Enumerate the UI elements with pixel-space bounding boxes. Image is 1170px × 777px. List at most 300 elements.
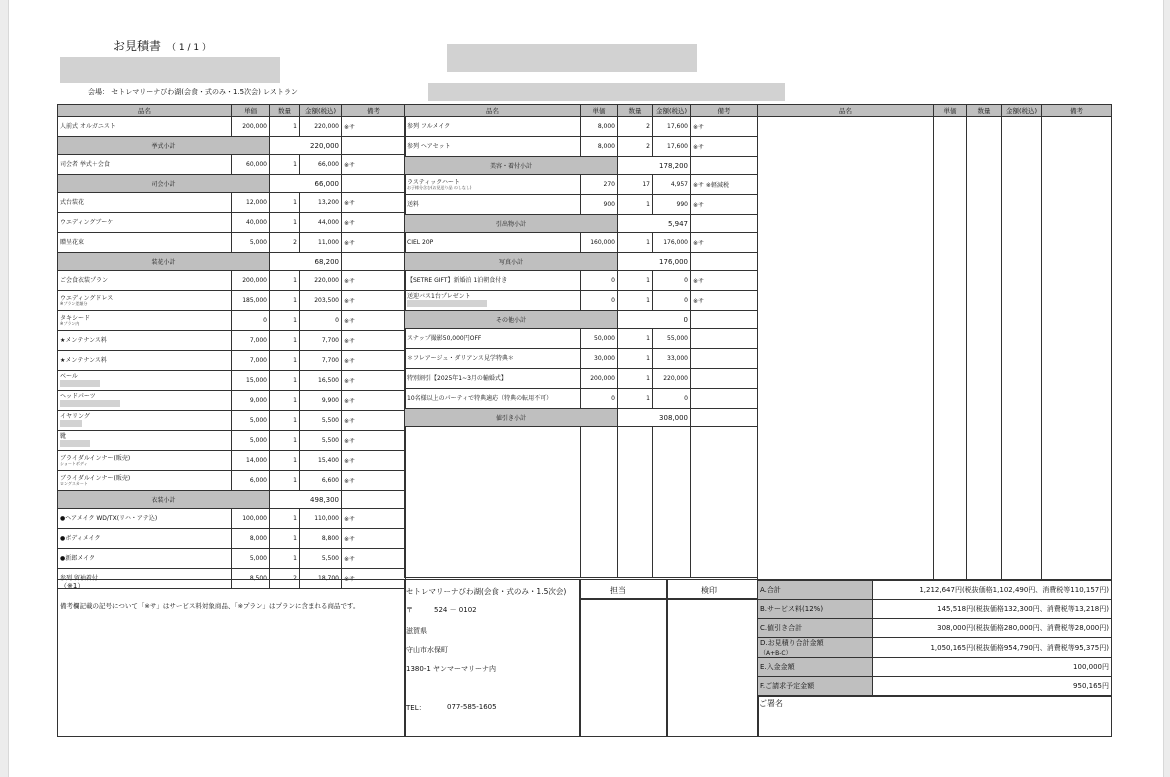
item-qty: 17 bbox=[618, 175, 653, 195]
item-amount: 11,000 bbox=[300, 233, 342, 253]
item-note bbox=[691, 329, 758, 349]
subtotal-label: 美容・着付小計 bbox=[405, 157, 618, 175]
item-price: 0 bbox=[581, 389, 618, 409]
item-name-cell bbox=[405, 195, 581, 215]
item-name-cell bbox=[58, 411, 232, 431]
item-qty: 1 bbox=[618, 233, 653, 253]
col-header-amount: 金額(税込) bbox=[1002, 105, 1042, 117]
item-note: ※サ bbox=[342, 569, 406, 589]
item-amount: 220,000 bbox=[653, 369, 691, 389]
item-amount: 220,000 bbox=[300, 117, 342, 137]
line-item-row bbox=[58, 233, 406, 253]
line-item-row bbox=[58, 411, 406, 431]
item-price: 200,000 bbox=[232, 117, 270, 137]
item-name: ●ヘアメイク WD/TX(リハ・アテ込) bbox=[60, 514, 158, 522]
subtotal-label: 装花小計 bbox=[58, 253, 270, 271]
item-amount: 17,600 bbox=[653, 117, 691, 137]
summary-label-sub: （A+B-C） bbox=[760, 650, 792, 657]
item-name-cell bbox=[405, 389, 581, 409]
item-note: ※サ bbox=[342, 213, 406, 233]
subtotal-label: 衣装小計 bbox=[58, 491, 270, 509]
item-price: 200,000 bbox=[581, 369, 618, 389]
item-name-cell bbox=[58, 331, 232, 351]
line-item-row bbox=[58, 291, 406, 311]
item-price: 7,000 bbox=[232, 351, 270, 371]
summary-value: 950,165円 bbox=[873, 677, 1112, 696]
item-name: イヤリング bbox=[60, 413, 90, 420]
line-item-row bbox=[58, 117, 406, 137]
summary-label-text: F.ご請求予定金額 bbox=[760, 682, 815, 690]
item-name: ★メンテナンス料 bbox=[60, 356, 107, 364]
item-name-cell bbox=[405, 117, 581, 137]
line-item-row bbox=[58, 213, 406, 233]
subtotal-value: 498,300 bbox=[270, 491, 342, 509]
item-note: ※サ bbox=[342, 529, 406, 549]
subtotal-label: 写真小計 bbox=[405, 253, 618, 271]
subtotal-note bbox=[691, 409, 758, 427]
subtotal-label: 司会小計 bbox=[58, 175, 270, 193]
col-header-price: 単価 bbox=[934, 105, 967, 117]
item-price: 0 bbox=[232, 311, 270, 331]
estimate-table-3 bbox=[757, 104, 1112, 580]
col-header-amount: 金額(税込) bbox=[300, 105, 342, 117]
item-amount: 17,600 bbox=[653, 137, 691, 157]
item-subnote: ショートボディ bbox=[60, 460, 88, 466]
item-qty: 1 bbox=[270, 471, 300, 491]
item-price: 9,000 bbox=[232, 391, 270, 411]
redacted-text bbox=[60, 380, 100, 387]
item-name-cell bbox=[405, 233, 581, 253]
document-title: お見積書 （ 1 / 1 ） bbox=[113, 39, 211, 53]
item-qty: 1 bbox=[618, 369, 653, 389]
item-price: 60,000 bbox=[232, 155, 270, 175]
empty-cell bbox=[691, 427, 758, 578]
tel-number: 077-585-1605 bbox=[447, 703, 497, 711]
item-note: ※サ bbox=[342, 451, 406, 471]
item-note: ※サ bbox=[342, 509, 406, 529]
item-amount: 4,957 bbox=[653, 175, 691, 195]
summary-label bbox=[758, 581, 873, 600]
item-amount: 7,700 bbox=[300, 351, 342, 371]
item-qty: 1 bbox=[618, 329, 653, 349]
item-name: ブライダルインナー(販売) bbox=[60, 474, 131, 482]
item-price: 6,000 bbox=[232, 471, 270, 491]
subtotal-row bbox=[405, 215, 758, 233]
item-name: 参列 留袖着付 bbox=[60, 574, 98, 582]
item-note: ※サ bbox=[342, 117, 406, 137]
line-item-row bbox=[58, 471, 406, 491]
summary-label-text: D.お見積り合計金額 bbox=[760, 639, 824, 647]
item-name: 10名様以上のパーティで特典適応（特典の転用不可） bbox=[407, 394, 553, 402]
line-item-row bbox=[405, 291, 758, 311]
item-amount: 55,000 bbox=[653, 329, 691, 349]
subtotal-note bbox=[691, 253, 758, 271]
item-amount: 203,500 bbox=[300, 291, 342, 311]
item-price: 15,000 bbox=[232, 371, 270, 391]
kenin-stamp-area bbox=[666, 598, 759, 737]
item-qty: 1 bbox=[270, 431, 300, 451]
item-name: タキシード bbox=[60, 314, 90, 322]
line-item-row bbox=[58, 451, 406, 471]
summary-row bbox=[758, 638, 1112, 658]
subtotal-value: 68,200 bbox=[270, 253, 342, 271]
item-name: 送迎バス1台プレゼント bbox=[407, 293, 471, 300]
item-qty: 1 bbox=[618, 349, 653, 369]
item-qty: 1 bbox=[270, 271, 300, 291]
item-price: 8,000 bbox=[581, 117, 618, 137]
item-name-cell bbox=[58, 213, 232, 233]
item-qty: 2 bbox=[618, 137, 653, 157]
item-name-cell bbox=[58, 549, 232, 569]
item-name-cell bbox=[405, 349, 581, 369]
summary-value: 308,000円(税抜価格280,000円、消費税等28,000円) bbox=[873, 619, 1112, 638]
item-name-cell bbox=[58, 351, 232, 371]
signature-box bbox=[757, 696, 1112, 737]
item-amount: 5,500 bbox=[300, 431, 342, 451]
item-note: ※サ bbox=[342, 351, 406, 371]
summary-table bbox=[757, 580, 1112, 696]
subtotal-label: 値引き小計 bbox=[405, 409, 618, 427]
col-header-qty: 数量 bbox=[270, 105, 300, 117]
item-note: ※サ bbox=[691, 271, 758, 291]
subtotal-row bbox=[58, 175, 406, 193]
item-qty: 1 bbox=[618, 271, 653, 291]
item-note: ※サ bbox=[342, 233, 406, 253]
item-note: ※サ bbox=[342, 155, 406, 175]
col-header-note: 備考 bbox=[691, 105, 758, 117]
line-item-row bbox=[405, 117, 758, 137]
item-qty: 2 bbox=[270, 233, 300, 253]
col-header-price: 単価 bbox=[581, 105, 618, 117]
col-header-qty: 数量 bbox=[967, 105, 1002, 117]
item-qty: 1 bbox=[270, 549, 300, 569]
summary-value: 1,212,647円(税抜価格1,102,490円、消費税等110,157円) bbox=[873, 581, 1112, 600]
line-item-row bbox=[58, 155, 406, 175]
venue-line: 会場： セトレマリーナびわ湖(会食・式のみ・1.5次会) レストラン bbox=[88, 88, 298, 96]
item-amount: 5,500 bbox=[300, 549, 342, 569]
item-note: ※サ bbox=[342, 371, 406, 391]
item-name: ●新郎メイク bbox=[60, 554, 95, 562]
summary-value: 145,518円(税抜価格132,300円、消費税等13,218円) bbox=[873, 600, 1112, 619]
summary-label bbox=[758, 619, 873, 638]
item-name-cell bbox=[405, 369, 581, 389]
line-item-row bbox=[58, 509, 406, 529]
item-note: ※サ bbox=[342, 411, 406, 431]
item-qty: 1 bbox=[270, 509, 300, 529]
redacted-text bbox=[407, 300, 487, 307]
item-price: 14,000 bbox=[232, 451, 270, 471]
item-note: ※サ bbox=[342, 549, 406, 569]
item-price: 5,000 bbox=[232, 233, 270, 253]
subtotal-note bbox=[342, 175, 406, 193]
subtotal-value: 66,000 bbox=[270, 175, 342, 193]
item-amount: 0 bbox=[653, 271, 691, 291]
item-price: 0 bbox=[581, 291, 618, 311]
item-note: ※サ bbox=[342, 391, 406, 411]
subtotal-value: 5,947 bbox=[618, 215, 691, 233]
item-name: 【SETRE GIFT】新婚泊 1泊朝食付き bbox=[407, 276, 508, 284]
item-name-cell bbox=[58, 451, 232, 471]
line-item-row bbox=[58, 331, 406, 351]
item-name-cell bbox=[58, 509, 232, 529]
item-note: ※サ bbox=[691, 117, 758, 137]
item-name-cell bbox=[58, 391, 232, 411]
item-name: 式台装花 bbox=[60, 198, 85, 206]
subtotal-value: 220,000 bbox=[270, 137, 342, 155]
subtotal-note bbox=[342, 253, 406, 271]
summary-value: 1,050,165円(税抜価格954,790円、消費税等95,375円) bbox=[873, 638, 1112, 658]
subtotal-label: その他小計 bbox=[405, 311, 618, 329]
redacted-block bbox=[60, 57, 280, 83]
line-item-row bbox=[58, 351, 406, 371]
item-qty: 1 bbox=[618, 389, 653, 409]
item-subnote: ※プラン内 bbox=[60, 320, 80, 326]
redacted-block bbox=[428, 83, 785, 101]
item-name-cell bbox=[58, 291, 232, 311]
item-qty: 1 bbox=[270, 291, 300, 311]
item-amount: 33,000 bbox=[653, 349, 691, 369]
item-name-cell bbox=[58, 233, 232, 253]
item-subnote: お子様分含む(お見送り品 のしなし) bbox=[407, 184, 472, 190]
line-item-row bbox=[405, 137, 758, 157]
item-note: ※サ ※軽減税 bbox=[691, 175, 758, 195]
subtotal-note bbox=[342, 137, 406, 155]
item-note: ※サ bbox=[691, 195, 758, 215]
item-name: 特別割引【2025年1~3月の輸婚式】 bbox=[407, 374, 507, 382]
item-amount: 18,700 bbox=[300, 569, 342, 589]
subtotal-row bbox=[405, 253, 758, 271]
item-name-cell bbox=[58, 431, 232, 451]
item-price: 5,000 bbox=[232, 411, 270, 431]
summary-row bbox=[758, 677, 1112, 696]
subtotal-row bbox=[405, 409, 758, 427]
item-price: 5,000 bbox=[232, 431, 270, 451]
line-item-row bbox=[405, 233, 758, 253]
item-name: 司会者 挙式＋会食 bbox=[60, 160, 110, 168]
subtotal-note bbox=[691, 311, 758, 329]
col-header-price: 単価 bbox=[232, 105, 270, 117]
item-name: ご会食衣装プラン bbox=[60, 276, 109, 284]
item-note bbox=[691, 389, 758, 409]
summary-value: 100,000円 bbox=[873, 658, 1112, 677]
empty-row bbox=[405, 427, 758, 578]
city: 守山市水保町 bbox=[406, 646, 448, 654]
item-amount: 5,500 bbox=[300, 411, 342, 431]
item-name-cell bbox=[405, 271, 581, 291]
subtotal-note bbox=[691, 215, 758, 233]
redacted-text bbox=[60, 440, 90, 447]
subtotal-row bbox=[405, 157, 758, 175]
summary-label-text: B.サービス料(12%) bbox=[760, 605, 824, 613]
item-price: 5,000 bbox=[232, 549, 270, 569]
item-qty: 1 bbox=[270, 331, 300, 351]
subtotal-row bbox=[405, 311, 758, 329]
item-amount: 6,600 bbox=[300, 471, 342, 491]
item-name: 送料 bbox=[407, 200, 420, 208]
tanto-label: 担当 bbox=[610, 586, 626, 595]
item-name: ★メンテナンス料 bbox=[60, 336, 107, 344]
item-note: ※サ bbox=[691, 233, 758, 253]
item-amount: 0 bbox=[653, 389, 691, 409]
line-item-row bbox=[405, 389, 758, 409]
item-name: ベール bbox=[60, 373, 78, 380]
summary-label bbox=[758, 638, 873, 658]
item-name: ●ボディメイク bbox=[60, 534, 101, 542]
item-price: 7,000 bbox=[232, 331, 270, 351]
note-text: 備考欄記載の記号について「※サ」はサービス料対象商品、「※プラン」はプランに含まれる商品です。 bbox=[60, 602, 360, 610]
item-name-cell bbox=[58, 529, 232, 549]
subtotal-row bbox=[58, 491, 406, 509]
line-item-row bbox=[58, 193, 406, 213]
col-header-note: 備考 bbox=[342, 105, 406, 117]
empty-cell bbox=[581, 427, 618, 578]
item-price: 185,000 bbox=[232, 291, 270, 311]
item-amount: 990 bbox=[653, 195, 691, 215]
subtotal-value: 308,000 bbox=[618, 409, 691, 427]
item-qty: 1 bbox=[270, 371, 300, 391]
item-qty: 1 bbox=[618, 195, 653, 215]
item-amount: 16,500 bbox=[300, 371, 342, 391]
item-price: 12,000 bbox=[232, 193, 270, 213]
item-note bbox=[691, 369, 758, 389]
col-header-name: 品名 bbox=[758, 105, 934, 117]
item-name-cell bbox=[58, 471, 232, 491]
item-name: 参列 ヘアセット bbox=[407, 142, 451, 150]
subtotal-value: 178,200 bbox=[618, 157, 691, 175]
item-amount: 7,700 bbox=[300, 331, 342, 351]
line-item-row bbox=[405, 271, 758, 291]
summary-row bbox=[758, 619, 1112, 638]
empty-row bbox=[758, 117, 1112, 580]
item-name: ＊フレアージュ・ダリアンス見学特典＊ bbox=[407, 354, 514, 362]
line-item-row bbox=[58, 371, 406, 391]
item-note: ※サ bbox=[342, 291, 406, 311]
item-amount: 0 bbox=[300, 311, 342, 331]
summary-label-text: A.合計 bbox=[760, 586, 781, 594]
summary-row bbox=[758, 600, 1112, 619]
redacted-text bbox=[60, 420, 82, 427]
item-qty: 1 bbox=[270, 311, 300, 331]
item-qty: 1 bbox=[270, 213, 300, 233]
subtotal-value: 0 bbox=[618, 311, 691, 329]
item-price: 50,000 bbox=[581, 329, 618, 349]
empty-cell bbox=[405, 427, 581, 578]
line-item-row bbox=[58, 271, 406, 291]
item-amount: 44,000 bbox=[300, 213, 342, 233]
signature-label: ご署名 bbox=[759, 699, 783, 708]
item-amount: 220,000 bbox=[300, 271, 342, 291]
line-item-row bbox=[58, 311, 406, 331]
item-name: CIEL 20P bbox=[407, 238, 434, 246]
item-price: 0 bbox=[581, 271, 618, 291]
col-header-qty: 数量 bbox=[618, 105, 653, 117]
item-qty: 1 bbox=[618, 291, 653, 311]
line-item-row bbox=[58, 431, 406, 451]
item-qty: 1 bbox=[270, 529, 300, 549]
item-price: 200,000 bbox=[232, 271, 270, 291]
summary-row bbox=[758, 581, 1112, 600]
item-note: ※サ bbox=[342, 471, 406, 491]
page-indicator: （ 1 / 1 ） bbox=[167, 43, 211, 53]
item-name: 靴 bbox=[60, 433, 67, 440]
subtotal-row bbox=[58, 253, 406, 271]
item-note: ※サ bbox=[342, 271, 406, 291]
item-note: ※サ bbox=[691, 137, 758, 157]
summary-row bbox=[758, 658, 1112, 677]
item-name: 人前式 オルガニスト bbox=[60, 122, 116, 130]
item-note: ※サ bbox=[342, 431, 406, 451]
empty-cell bbox=[618, 427, 653, 578]
redacted-block bbox=[447, 44, 697, 72]
item-price: 900 bbox=[581, 195, 618, 215]
company-name: セトレマリーナびわ湖(会食・式のみ・1.5次会) bbox=[406, 587, 567, 596]
item-qty: 1 bbox=[270, 351, 300, 371]
col-header-name: 品名 bbox=[58, 105, 232, 117]
item-note bbox=[691, 349, 758, 369]
subtotal-label: 挙式小計 bbox=[58, 137, 270, 155]
item-name-cell bbox=[405, 175, 581, 195]
item-name: スナップ撮影50,000円OFF bbox=[407, 334, 482, 342]
tel-label: TEL： bbox=[406, 704, 426, 712]
item-subnote: ロングスカート bbox=[60, 480, 88, 486]
item-name: ラスティックハート bbox=[407, 178, 460, 186]
item-name-cell bbox=[405, 329, 581, 349]
subtotal-note bbox=[342, 491, 406, 509]
item-name-cell bbox=[405, 291, 581, 311]
item-note: ※サ bbox=[342, 193, 406, 213]
item-name-cell bbox=[58, 371, 232, 391]
subtotal-note bbox=[691, 157, 758, 175]
summary-label bbox=[758, 600, 873, 619]
col-header-amount: 金額(税込) bbox=[653, 105, 691, 117]
item-note: ※サ bbox=[342, 331, 406, 351]
item-amount: 9,900 bbox=[300, 391, 342, 411]
item-price: 160,000 bbox=[581, 233, 618, 253]
item-name: ヘッドパーツ bbox=[60, 393, 96, 400]
kenin-label: 検印 bbox=[701, 586, 717, 595]
item-qty: 1 bbox=[270, 155, 300, 175]
line-item-row bbox=[58, 391, 406, 411]
subtotal-row bbox=[58, 137, 406, 155]
item-name: ブライダルインナー(販売) bbox=[60, 454, 131, 462]
line-item-row bbox=[405, 349, 758, 369]
item-name-cell bbox=[58, 155, 232, 175]
item-name: ウエディングドレス bbox=[60, 294, 114, 302]
line-item-row bbox=[405, 329, 758, 349]
item-name: 贈呈花束 bbox=[60, 238, 85, 246]
item-amount: 176,000 bbox=[653, 233, 691, 253]
summary-label bbox=[758, 658, 873, 677]
line-item-row bbox=[405, 369, 758, 389]
item-name: 参列 フルメイク bbox=[407, 122, 451, 130]
line-item-row bbox=[405, 175, 758, 195]
redacted-text bbox=[60, 400, 120, 407]
item-amount: 15,400 bbox=[300, 451, 342, 471]
summary-label-text: C.値引き合計 bbox=[760, 624, 803, 632]
line-item-row bbox=[58, 549, 406, 569]
col-header-name: 品名 bbox=[405, 105, 581, 117]
item-price: 100,000 bbox=[232, 509, 270, 529]
estimate-table-2 bbox=[404, 104, 758, 578]
item-qty: 1 bbox=[270, 451, 300, 471]
item-price: 8,000 bbox=[232, 529, 270, 549]
item-amount: 110,000 bbox=[300, 509, 342, 529]
item-name-cell bbox=[58, 117, 232, 137]
item-qty: 1 bbox=[270, 117, 300, 137]
line-item-row bbox=[58, 529, 406, 549]
col-header-note: 備考 bbox=[1042, 105, 1112, 117]
item-price: 8,000 bbox=[581, 137, 618, 157]
